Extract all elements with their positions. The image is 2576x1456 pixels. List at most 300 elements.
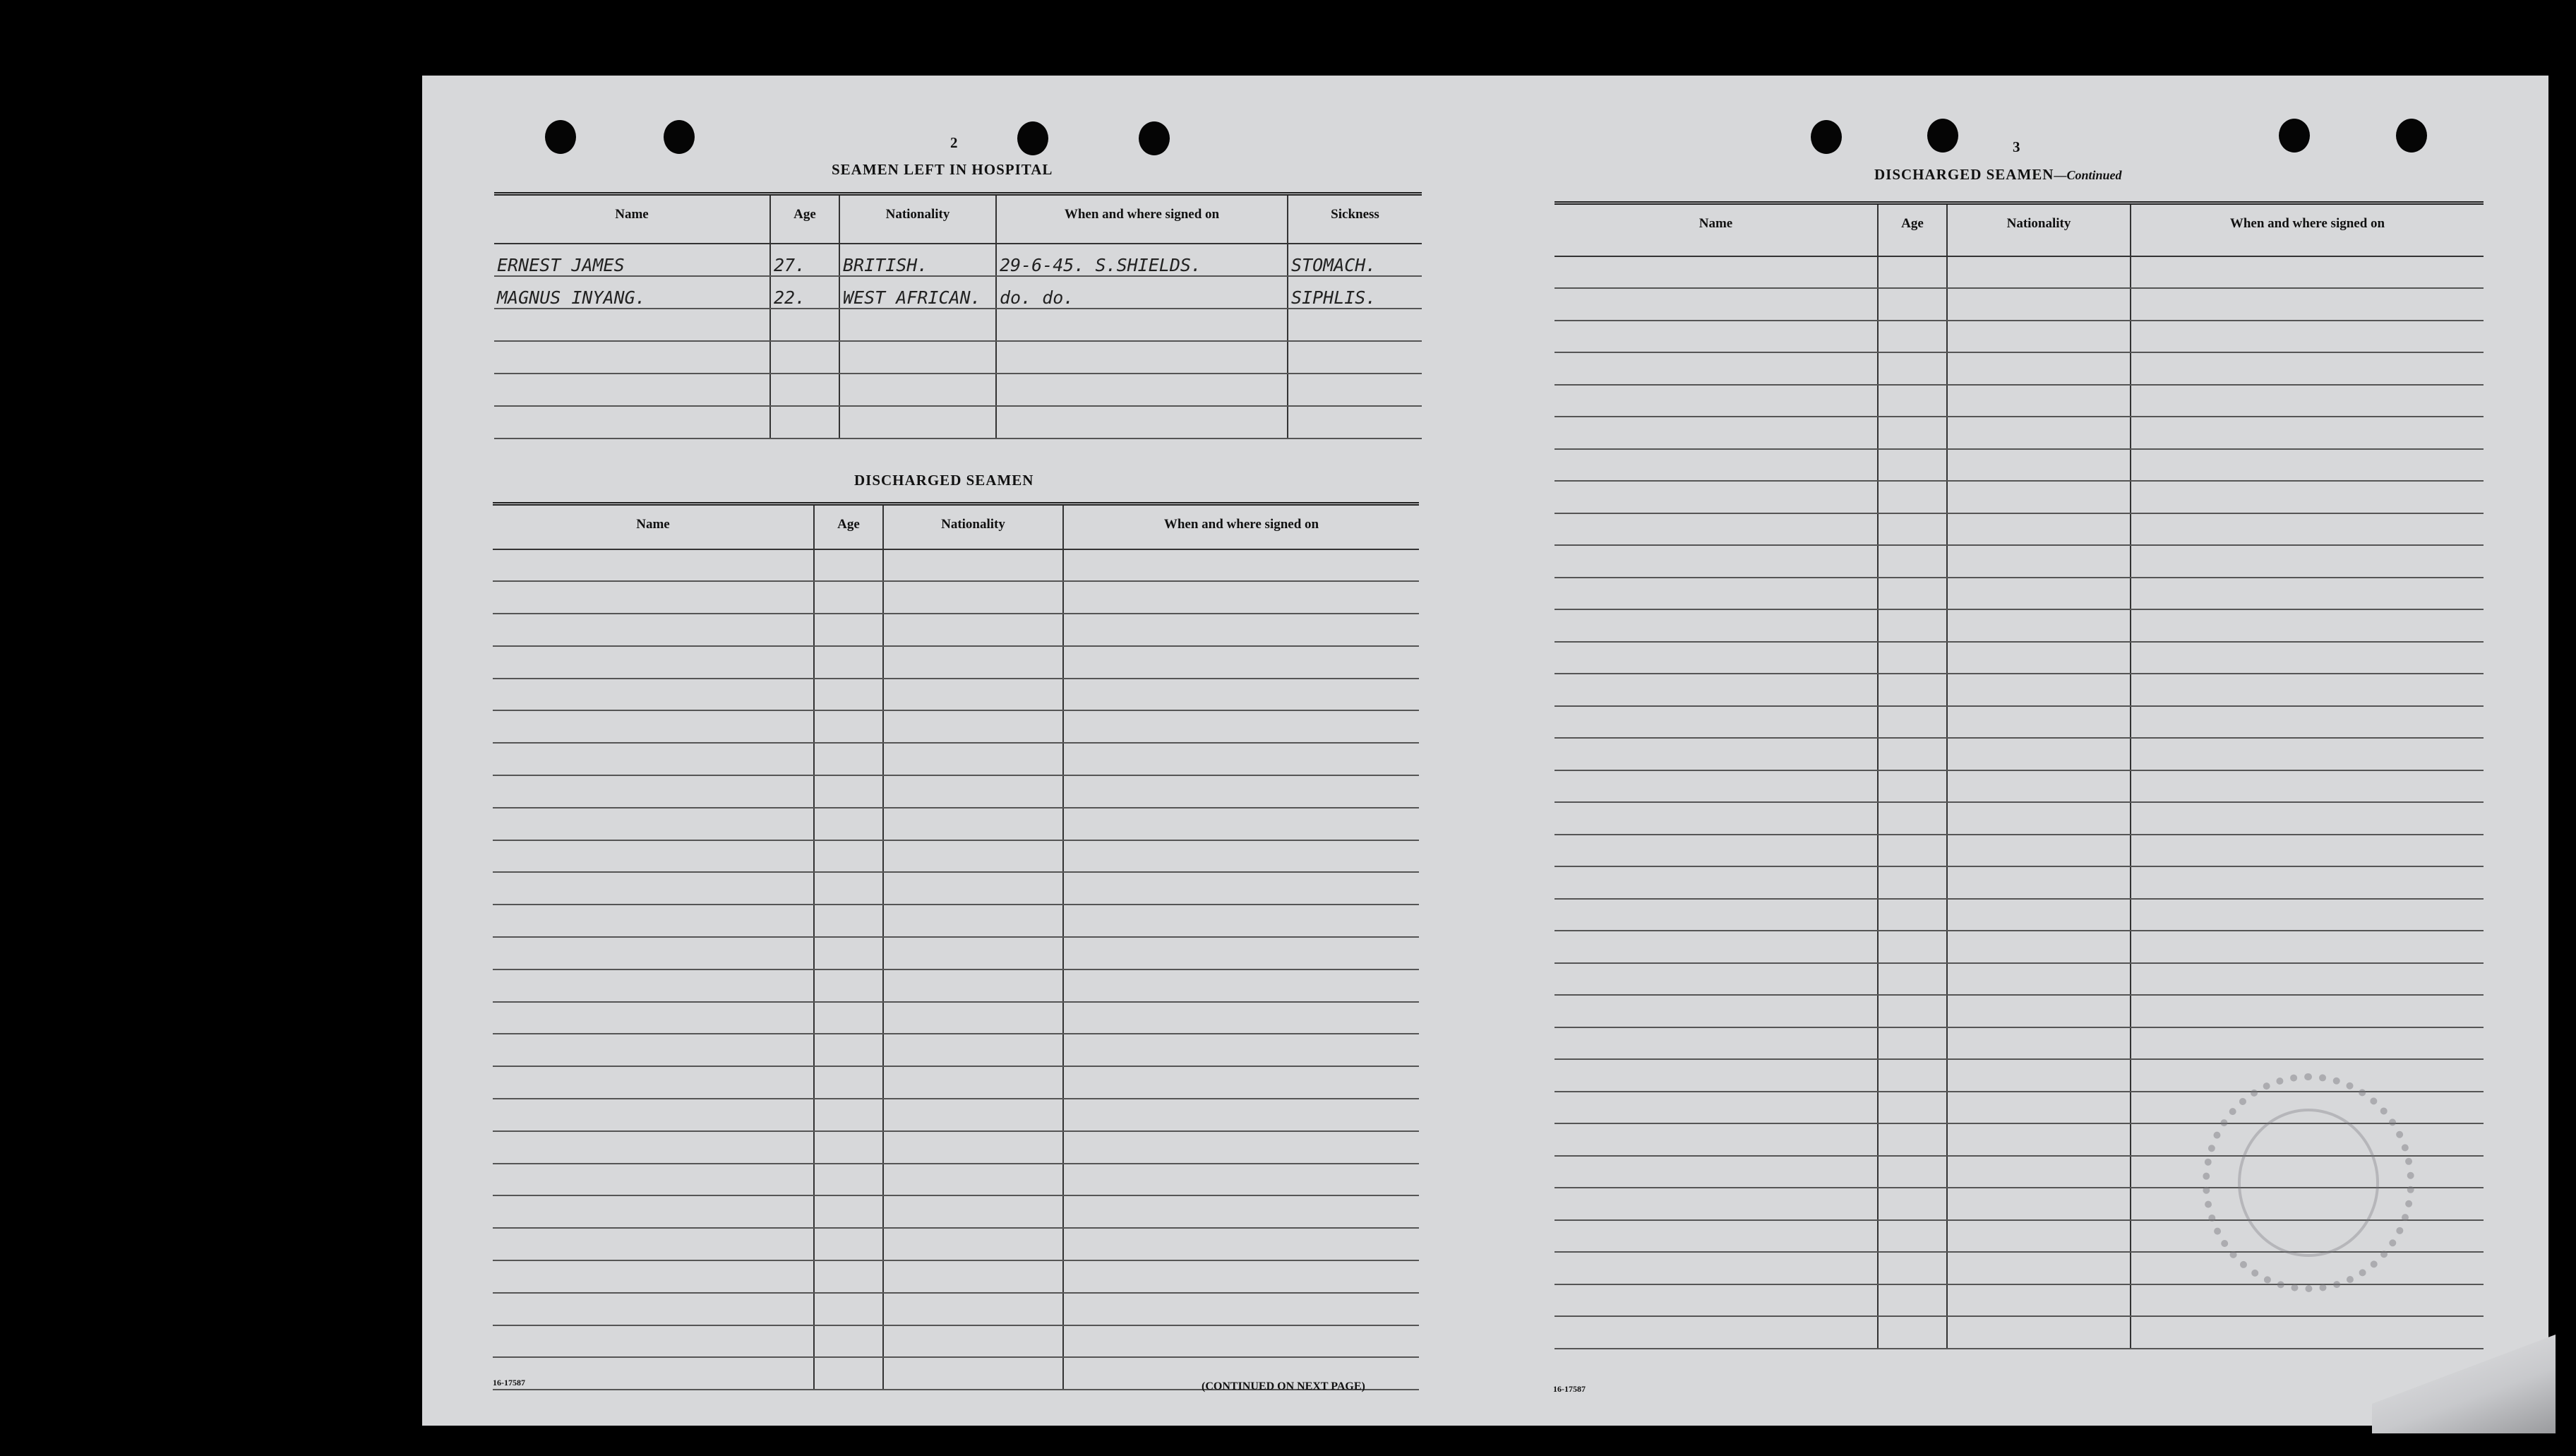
table-cell bbox=[814, 1293, 883, 1325]
col-header-age: Age bbox=[770, 194, 839, 244]
table-cell bbox=[1554, 899, 1878, 931]
table-cell bbox=[814, 808, 883, 840]
table-cell bbox=[1947, 866, 2131, 899]
right-page-number: 3 bbox=[2013, 138, 2020, 155]
table-row bbox=[1554, 738, 2484, 770]
right-section-title bbox=[1874, 166, 2121, 184]
table-cell bbox=[493, 549, 814, 582]
hospital-table bbox=[494, 192, 1422, 439]
col-header-age: Age bbox=[814, 504, 883, 549]
table-row bbox=[1554, 417, 2484, 449]
table-cell bbox=[1063, 775, 1419, 808]
table-cell bbox=[1878, 1316, 1947, 1349]
table-cell bbox=[1947, 995, 2131, 1027]
table-cell bbox=[814, 872, 883, 905]
table-cell bbox=[1063, 969, 1419, 1002]
table-row bbox=[1554, 385, 2484, 417]
table-row bbox=[1554, 609, 2484, 642]
table-cell bbox=[1947, 835, 2131, 867]
table-row bbox=[493, 872, 1419, 905]
table-cell bbox=[1063, 808, 1419, 840]
table-cell: 22. bbox=[770, 276, 839, 309]
table-cell bbox=[1554, 609, 1878, 642]
table-cell bbox=[1947, 802, 2131, 835]
table-cell bbox=[883, 1034, 1063, 1066]
table-cell bbox=[1063, 581, 1419, 614]
table-cell bbox=[493, 1325, 814, 1358]
table-cell bbox=[814, 646, 883, 679]
table-cell bbox=[493, 905, 814, 937]
table-row bbox=[493, 1325, 1419, 1358]
punch-hole bbox=[1927, 119, 1958, 153]
table-row bbox=[1554, 866, 2484, 899]
table-cell bbox=[1554, 417, 1878, 449]
table-cell bbox=[883, 1260, 1063, 1293]
table-cell bbox=[1063, 1260, 1419, 1293]
table-cell bbox=[814, 905, 883, 937]
table-cell bbox=[1063, 679, 1419, 711]
table-cell bbox=[883, 646, 1063, 679]
table-row bbox=[493, 1164, 1419, 1196]
table-cell bbox=[1947, 1027, 2131, 1060]
table-row bbox=[494, 374, 1422, 406]
table-cell bbox=[1878, 835, 1947, 867]
table-cell bbox=[883, 1066, 1063, 1099]
table-cell bbox=[1554, 513, 1878, 546]
table-cell bbox=[883, 614, 1063, 646]
table-cell bbox=[814, 937, 883, 969]
table-cell bbox=[1947, 706, 2131, 739]
table-cell bbox=[1878, 1092, 1947, 1124]
table-cell bbox=[493, 1034, 814, 1066]
table-cell bbox=[1554, 866, 1878, 899]
table-cell bbox=[2131, 770, 2484, 803]
table-cell bbox=[1878, 802, 1947, 835]
table-cell bbox=[2131, 1027, 2484, 1060]
table-row bbox=[1554, 545, 2484, 578]
table-cell bbox=[1878, 642, 1947, 674]
table-cell bbox=[493, 1099, 814, 1131]
table-cell bbox=[493, 1131, 814, 1164]
table-cell bbox=[493, 581, 814, 614]
table-cell bbox=[883, 1131, 1063, 1164]
table-cell bbox=[1947, 609, 2131, 642]
table-cell bbox=[814, 775, 883, 808]
col-header-nationality: Nationality bbox=[1947, 203, 2131, 256]
table-row bbox=[1554, 513, 2484, 546]
table-cell bbox=[2131, 481, 2484, 513]
table-cell bbox=[2131, 385, 2484, 417]
table-row bbox=[1554, 481, 2484, 513]
right-title-text: DISCHARGED SEAMEN bbox=[1874, 166, 2054, 183]
table-cell bbox=[1947, 513, 2131, 546]
table-cell bbox=[2131, 417, 2484, 449]
table-cell bbox=[883, 1325, 1063, 1358]
table-cell bbox=[1554, 931, 1878, 963]
table-cell bbox=[1947, 321, 2131, 353]
table-cell bbox=[493, 775, 814, 808]
table-cell bbox=[814, 710, 883, 743]
table-cell bbox=[1878, 931, 1947, 963]
table-cell bbox=[1878, 578, 1947, 610]
table-cell bbox=[493, 969, 814, 1002]
table-row bbox=[493, 905, 1419, 937]
table-cell bbox=[1878, 256, 1947, 289]
table-cell bbox=[2131, 738, 2484, 770]
table-cell bbox=[494, 406, 770, 438]
table-cell bbox=[493, 808, 814, 840]
table-cell bbox=[2131, 256, 2484, 289]
table-row bbox=[494, 309, 1422, 341]
table-row bbox=[493, 840, 1419, 873]
table-row bbox=[493, 710, 1419, 743]
table-cell bbox=[1947, 738, 2131, 770]
table-row bbox=[493, 808, 1419, 840]
table-cell bbox=[2131, 802, 2484, 835]
table-cell bbox=[883, 1357, 1063, 1390]
table-cell bbox=[1554, 1316, 1878, 1349]
table-row bbox=[493, 1260, 1419, 1293]
table-cell bbox=[996, 374, 1288, 406]
table-cell bbox=[1063, 1195, 1419, 1228]
table-row bbox=[493, 1066, 1419, 1099]
table-row bbox=[494, 341, 1422, 374]
table-cell bbox=[493, 1293, 814, 1325]
table-cell bbox=[1554, 738, 1878, 770]
table-cell bbox=[493, 614, 814, 646]
table-cell bbox=[1554, 674, 1878, 706]
table-row bbox=[493, 775, 1419, 808]
table-row bbox=[494, 276, 1422, 309]
table-cell bbox=[2131, 931, 2484, 963]
punch-hole bbox=[545, 120, 576, 154]
table-cell bbox=[814, 840, 883, 873]
table-cell bbox=[1063, 1293, 1419, 1325]
table-row bbox=[1554, 1284, 2484, 1317]
punch-hole bbox=[2396, 119, 2427, 153]
table-cell bbox=[1288, 374, 1422, 406]
table-cell bbox=[1878, 1220, 1947, 1253]
table-cell bbox=[883, 1099, 1063, 1131]
table-cell bbox=[1063, 937, 1419, 969]
table-cell bbox=[493, 1228, 814, 1260]
table-cell bbox=[814, 743, 883, 775]
table-cell bbox=[883, 969, 1063, 1002]
table-cell bbox=[1063, 1099, 1419, 1131]
table-row bbox=[1554, 1316, 2484, 1349]
table-cell bbox=[1063, 872, 1419, 905]
table-cell bbox=[1878, 1027, 1947, 1060]
table-cell bbox=[1554, 1188, 1878, 1220]
table-row bbox=[1554, 256, 2484, 289]
table-cell bbox=[1554, 352, 1878, 385]
table-cell bbox=[1554, 1059, 1878, 1092]
table-cell: 29-6-45. S.SHIELDS. bbox=[996, 244, 1288, 276]
table-cell bbox=[2131, 609, 2484, 642]
table-cell bbox=[814, 549, 883, 582]
table-cell bbox=[1878, 417, 1947, 449]
table-cell: ERNEST JAMES bbox=[494, 244, 770, 276]
table-cell bbox=[1063, 646, 1419, 679]
table-cell: do. do. bbox=[996, 276, 1288, 309]
table-cell bbox=[814, 1066, 883, 1099]
table-cell bbox=[494, 309, 770, 341]
table-cell bbox=[770, 341, 839, 374]
table-cell bbox=[883, 549, 1063, 582]
table-cell bbox=[1063, 743, 1419, 775]
table-cell bbox=[1947, 674, 2131, 706]
table-cell bbox=[1878, 288, 1947, 321]
table-cell bbox=[814, 1260, 883, 1293]
table-cell bbox=[493, 1164, 814, 1196]
table-cell bbox=[839, 406, 996, 438]
punch-hole bbox=[1811, 120, 1842, 154]
table-row bbox=[493, 1034, 1419, 1066]
table-cell bbox=[1878, 352, 1947, 385]
col-header-name: Name bbox=[494, 194, 770, 244]
table-cell bbox=[883, 1002, 1063, 1034]
table-cell bbox=[814, 969, 883, 1002]
table-cell bbox=[814, 614, 883, 646]
table-row bbox=[1554, 835, 2484, 867]
table-row bbox=[1554, 642, 2484, 674]
table-row bbox=[493, 1228, 1419, 1260]
table-cell bbox=[1878, 1252, 1947, 1284]
table-cell bbox=[996, 309, 1288, 341]
table-cell bbox=[883, 808, 1063, 840]
table-cell bbox=[1554, 321, 1878, 353]
table-cell bbox=[1947, 1220, 2131, 1253]
table-cell: WEST AFRICAN. bbox=[839, 276, 996, 309]
table-cell bbox=[493, 1260, 814, 1293]
table-cell bbox=[2131, 545, 2484, 578]
table-cell bbox=[1288, 406, 1422, 438]
table-cell bbox=[1288, 309, 1422, 341]
table-cell bbox=[1554, 545, 1878, 578]
table-row bbox=[494, 244, 1422, 276]
col-header-sickness: Sickness bbox=[1288, 194, 1422, 244]
table-cell bbox=[1878, 706, 1947, 739]
table-cell bbox=[1063, 1034, 1419, 1066]
table-cell bbox=[1554, 770, 1878, 803]
table-cell bbox=[814, 679, 883, 711]
table-cell bbox=[493, 646, 814, 679]
table-cell bbox=[1063, 840, 1419, 873]
table-cell bbox=[1063, 1002, 1419, 1034]
table-row bbox=[1554, 931, 2484, 963]
table-cell bbox=[996, 406, 1288, 438]
table-cell bbox=[1947, 1092, 2131, 1124]
punch-hole bbox=[1139, 121, 1170, 155]
table-cell bbox=[493, 710, 814, 743]
col-header-name: Name bbox=[493, 504, 814, 549]
table-cell bbox=[1063, 614, 1419, 646]
table-cell bbox=[493, 937, 814, 969]
table-cell bbox=[839, 374, 996, 406]
table-cell bbox=[1878, 995, 1947, 1027]
table-cell bbox=[1554, 706, 1878, 739]
table-cell bbox=[1947, 1059, 2131, 1092]
table-cell bbox=[883, 775, 1063, 808]
table-cell bbox=[770, 406, 839, 438]
table-cell bbox=[493, 872, 814, 905]
table-cell bbox=[1947, 1316, 2131, 1349]
table-cell bbox=[839, 309, 996, 341]
table-cell bbox=[1288, 341, 1422, 374]
table-cell bbox=[1063, 1131, 1419, 1164]
table-cell bbox=[1947, 352, 2131, 385]
table-cell bbox=[883, 1164, 1063, 1196]
table-cell bbox=[814, 1195, 883, 1228]
table-cell bbox=[2131, 674, 2484, 706]
table-row bbox=[493, 1099, 1419, 1131]
table-row bbox=[1554, 770, 2484, 803]
table-cell bbox=[1947, 288, 2131, 321]
table-row bbox=[493, 743, 1419, 775]
table-cell bbox=[1947, 1188, 2131, 1220]
table-cell bbox=[1878, 449, 1947, 482]
table-cell bbox=[1063, 1325, 1419, 1358]
table-cell bbox=[883, 1293, 1063, 1325]
table-cell bbox=[2131, 513, 2484, 546]
table-row bbox=[1554, 288, 2484, 321]
table-cell bbox=[2131, 1316, 2484, 1349]
table-cell bbox=[1554, 1284, 1878, 1317]
punch-hole bbox=[1017, 121, 1048, 155]
left-form-number: 16-17587 bbox=[493, 1378, 525, 1388]
table-row bbox=[1554, 706, 2484, 739]
table-cell: STOMACH. bbox=[1288, 244, 1422, 276]
table-cell bbox=[1947, 931, 2131, 963]
table-cell bbox=[814, 1164, 883, 1196]
table-cell bbox=[1554, 256, 1878, 289]
table-row bbox=[493, 1293, 1419, 1325]
table-cell bbox=[814, 1002, 883, 1034]
table-cell bbox=[493, 1002, 814, 1034]
table-row bbox=[1554, 578, 2484, 610]
table-cell bbox=[883, 905, 1063, 937]
table-cell bbox=[1878, 1059, 1947, 1092]
table-cell bbox=[1063, 905, 1419, 937]
table-cell bbox=[2131, 963, 2484, 996]
table-cell bbox=[2131, 578, 2484, 610]
table-cell bbox=[1878, 674, 1947, 706]
table-cell bbox=[2131, 321, 2484, 353]
table-cell bbox=[1947, 417, 2131, 449]
table-cell bbox=[1878, 513, 1947, 546]
table-cell bbox=[1947, 449, 2131, 482]
continued-note: (CONTINUED ON NEXT PAGE) bbox=[1202, 1380, 1365, 1392]
table-row bbox=[1554, 321, 2484, 353]
table-row bbox=[493, 581, 1419, 614]
table-cell bbox=[1063, 1066, 1419, 1099]
table-cell bbox=[883, 937, 1063, 969]
table-cell bbox=[770, 309, 839, 341]
table-cell bbox=[1878, 899, 1947, 931]
right-title-suffix: —Continued bbox=[2054, 168, 2122, 182]
table-cell bbox=[2131, 995, 2484, 1027]
table-cell: 27. bbox=[770, 244, 839, 276]
table-cell bbox=[1878, 738, 1947, 770]
table-cell bbox=[1947, 770, 2131, 803]
table-cell bbox=[1878, 866, 1947, 899]
table-cell bbox=[814, 1357, 883, 1390]
table-cell bbox=[1554, 1156, 1878, 1188]
table-row bbox=[1554, 963, 2484, 996]
table-cell bbox=[1878, 481, 1947, 513]
table-row bbox=[1554, 674, 2484, 706]
table-cell bbox=[1947, 899, 2131, 931]
table-cell bbox=[2131, 706, 2484, 739]
discharged-table bbox=[493, 502, 1419, 1390]
table-cell bbox=[493, 1066, 814, 1099]
table-cell bbox=[493, 743, 814, 775]
table-cell bbox=[814, 1228, 883, 1260]
table-cell bbox=[883, 710, 1063, 743]
table-cell bbox=[1947, 963, 2131, 996]
table-cell bbox=[1554, 1123, 1878, 1156]
col-header-signed-on: When and where signed on bbox=[2131, 203, 2484, 256]
table-row bbox=[493, 549, 1419, 582]
table-cell bbox=[1554, 288, 1878, 321]
table-cell bbox=[493, 1195, 814, 1228]
table-cell bbox=[1554, 1092, 1878, 1124]
table-cell bbox=[1947, 545, 2131, 578]
punch-hole bbox=[2279, 119, 2310, 153]
col-header-nationality: Nationality bbox=[839, 194, 996, 244]
table-cell bbox=[1878, 963, 1947, 996]
table-cell bbox=[1947, 256, 2131, 289]
table-cell bbox=[814, 581, 883, 614]
table-cell bbox=[1554, 1252, 1878, 1284]
table-row bbox=[1554, 995, 2484, 1027]
table-row bbox=[493, 937, 1419, 969]
table-cell bbox=[1878, 1156, 1947, 1188]
table-cell bbox=[1878, 545, 1947, 578]
table-cell bbox=[1554, 963, 1878, 996]
table-cell bbox=[2131, 449, 2484, 482]
table-cell: MAGNUS INYANG. bbox=[494, 276, 770, 309]
table-row bbox=[493, 679, 1419, 711]
table-cell bbox=[2131, 642, 2484, 674]
table-cell: BRITISH. bbox=[839, 244, 996, 276]
table-cell bbox=[494, 374, 770, 406]
table-cell bbox=[1947, 1156, 2131, 1188]
table-cell bbox=[1063, 1164, 1419, 1196]
table-row bbox=[493, 1195, 1419, 1228]
table-cell bbox=[1878, 321, 1947, 353]
table-cell bbox=[494, 341, 770, 374]
table-cell bbox=[839, 341, 996, 374]
table-cell bbox=[1554, 642, 1878, 674]
table-cell bbox=[1878, 385, 1947, 417]
table-cell bbox=[814, 1099, 883, 1131]
table-cell bbox=[1554, 578, 1878, 610]
table-cell bbox=[1947, 481, 2131, 513]
table-cell bbox=[1554, 995, 1878, 1027]
table-cell bbox=[1063, 710, 1419, 743]
table-cell bbox=[2131, 835, 2484, 867]
official-stamp bbox=[2203, 1073, 2414, 1292]
table-cell bbox=[883, 840, 1063, 873]
table-cell bbox=[1947, 1123, 2131, 1156]
table-cell bbox=[1554, 835, 1878, 867]
table-cell bbox=[493, 840, 814, 873]
table-row bbox=[493, 1002, 1419, 1034]
table-cell bbox=[1947, 1252, 2131, 1284]
punch-hole bbox=[664, 120, 695, 154]
col-header-age: Age bbox=[1878, 203, 1947, 256]
